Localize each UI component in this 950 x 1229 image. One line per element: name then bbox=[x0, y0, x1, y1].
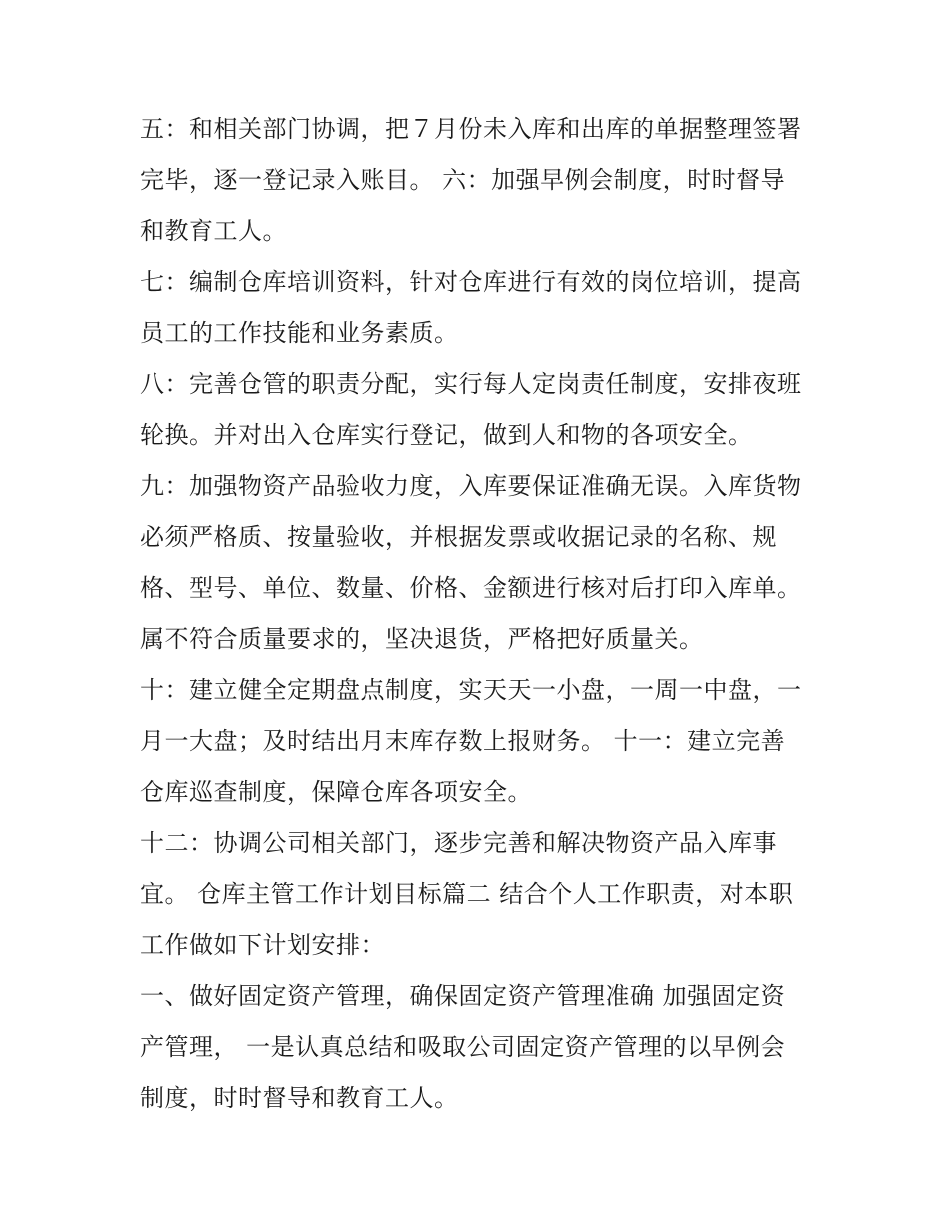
text-line: 和教育工人。 bbox=[140, 217, 287, 245]
paragraph-section-1 bbox=[140, 971, 820, 1124]
text-line: 一、做好固定资产管理，确保固定资产管理准确 加强固定资 bbox=[140, 982, 786, 1010]
text-line: 七：编制仓库培训资料，针对仓库进行有效的岗位培训，提高 bbox=[140, 268, 802, 296]
text-line: 轮换。并对出入仓库实行登记，做到人和物的各项安全。 bbox=[140, 421, 753, 449]
text-line: 十二：协调公司相关部门，逐步完善和解决物资产品入库事 bbox=[140, 829, 777, 857]
text-line: 员工的工作技能和业务素质。 bbox=[140, 319, 459, 347]
text-line: 完毕，逐一登记录入账目。 六：加强早例会制度，时时督导 bbox=[140, 166, 786, 194]
text-line: 必须严格质、按量验收，并根据发票或收据记录的名称、规 bbox=[140, 523, 777, 551]
paragraph-item-10 bbox=[140, 665, 820, 818]
document-body bbox=[140, 104, 820, 1124]
paragraph-item-12 bbox=[140, 818, 820, 971]
text-line: 月一大盘；及时结出月末库存数上报财务。 十一：建立完善 bbox=[140, 727, 786, 755]
text-line: 产管理， 一是认真总结和吸取公司固定资产管理的以早例会 bbox=[140, 1033, 786, 1061]
text-line: 格、型号、单位、数量、价格、金额进行核对后打印入库单。 bbox=[140, 574, 802, 602]
text-line: 九：加强物资产品验收力度，入库要保证准确无误。入库货物 bbox=[140, 472, 802, 500]
text-line: 宜。 仓库主管工作计划目标篇二 结合个人工作职责，对本职 bbox=[140, 880, 794, 908]
text-line: 五：和相关部门协调，把７月份未入库和出库的单据整理签署 bbox=[140, 115, 802, 143]
paragraph-item-7 bbox=[140, 257, 820, 359]
text-line: 十：建立健全定期盘点制度，实天天一小盘，一周一中盘，一 bbox=[140, 676, 802, 704]
text-line: 八：完善仓管的职责分配，实行每人定岗责任制度，安排夜班 bbox=[140, 370, 802, 398]
text-line: 属不符合质量要求的，坚决退货，严格把好质量关。 bbox=[140, 625, 704, 653]
text-line: 工作做如下计划安排： bbox=[140, 931, 385, 959]
text-line: 仓库巡查制度，保障仓库各项安全。 bbox=[140, 778, 532, 806]
text-line: 制度，时时督导和教育工人。 bbox=[140, 1084, 459, 1112]
paragraph-item-5 bbox=[140, 104, 820, 257]
paragraph-item-8 bbox=[140, 359, 820, 461]
paragraph-item-9 bbox=[140, 461, 820, 665]
